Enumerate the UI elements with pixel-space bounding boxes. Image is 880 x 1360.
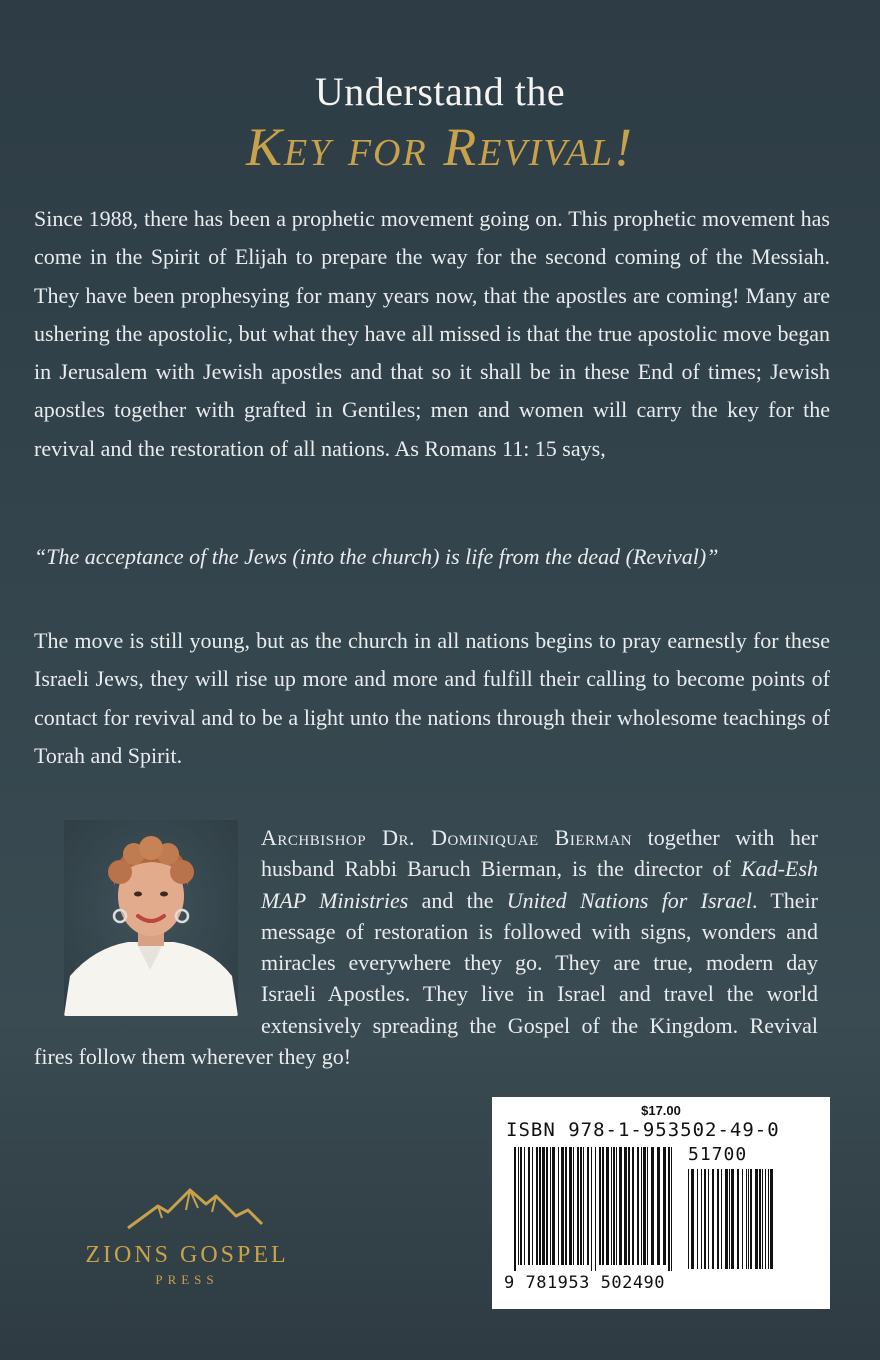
barcode-bar: [624, 1147, 627, 1265]
mountain-icon: [62, 1178, 312, 1238]
barcode-bar: [657, 1147, 660, 1265]
addon-bar: [708, 1169, 709, 1269]
barcode-bar: [651, 1147, 654, 1265]
addon-bar: [750, 1169, 752, 1269]
barcode-bar: [532, 1147, 533, 1265]
barcode-bar: [671, 1147, 672, 1271]
closing-paragraph: The move is still young, but as the church in all nations begins to pray earnestly for these Israeli Jews, they will rise up more and more and fulfill their calling to become points of contact for revival and to be a light unto the nations through their wholesome teachings of Torah and Spirit.: [34, 628, 830, 768]
barcode-bar: [542, 1147, 545, 1265]
barcode-bar: [602, 1147, 604, 1265]
addon-bar: [721, 1169, 722, 1269]
barcode-bar: [552, 1147, 555, 1265]
barcode-bar: [647, 1147, 648, 1265]
author-name: Archbishop Dr. Dominiquae Bierman: [261, 825, 633, 850]
addon-bar: [759, 1169, 761, 1269]
addon-bar: [768, 1169, 769, 1269]
barcode-bar: [524, 1147, 525, 1265]
barcode-bar: [641, 1147, 642, 1265]
addon-bar: [688, 1169, 689, 1269]
barcode-bar: [558, 1147, 559, 1265]
isbn-label: ISBN 978-1-953502-49-0: [506, 1119, 780, 1141]
addon-bar: [704, 1169, 706, 1269]
barcode-bar: [628, 1147, 630, 1265]
barcode-bar: [619, 1147, 622, 1265]
addon-bar: [729, 1169, 730, 1269]
barcode-bar: [518, 1147, 519, 1265]
barcode-bar: [591, 1147, 592, 1271]
barcode-bar: [599, 1147, 601, 1265]
intro-paragraph: Since 1988, there has been a prophetic movement going on. This prophetic movement has come in the Spirit of Elijah to prepare the way for the second coming of the Messiah. They have been prophesying for many years now, that the apostles are coming! Many are ushering the apostolic, but what they have all missed is that the true apostolic move began in Jerusalem with Jewish apostles and that so it shall be in these End of times; Jewish apostles together with grafted in Gentiles; men and women will carry the key for the revival and the restoration of all nations. As Romans 11: 15 says,: [34, 206, 830, 461]
barcode-digits: 9 781953 502490: [504, 1273, 666, 1293]
barcode-bar: [606, 1147, 609, 1265]
addon-bar: [737, 1169, 739, 1269]
addon-bar: [731, 1169, 734, 1269]
barcode-bar: [616, 1147, 617, 1265]
barcode-bar: [569, 1147, 572, 1265]
barcode-bar: [637, 1147, 639, 1265]
addon-bar: [701, 1169, 702, 1269]
barcode-bar: [520, 1147, 522, 1265]
publisher-sub: PRESS: [155, 1272, 219, 1287]
barcode-bar: [668, 1147, 670, 1271]
barcode-bar: [546, 1147, 548, 1265]
headline-line1: Understand the: [314, 69, 566, 114]
addon-bar: [717, 1169, 719, 1269]
barcode-bar: [514, 1147, 516, 1271]
barcode-bar: [643, 1147, 646, 1265]
organization-name: United Nations for Israel: [506, 887, 752, 913]
barcode-bar: [536, 1147, 538, 1265]
barcode-bar: [595, 1147, 596, 1271]
barcode-bar: [632, 1147, 634, 1265]
ministry-name: Kad-Esh MAP Ministries: [261, 856, 818, 913]
barcode-bar: [577, 1147, 579, 1265]
headline-line2: Key for Revival!: [245, 117, 634, 177]
barcode-bar: [583, 1147, 584, 1265]
scripture-quote: “The acceptance of the Jews (into the church) is life from the dead (Revival)”: [34, 544, 719, 569]
barcode-bar: [580, 1147, 582, 1265]
addon-code: 51700: [688, 1144, 748, 1165]
barcode-bar: [528, 1147, 530, 1265]
addon-bar: [691, 1169, 694, 1269]
publisher-logo: [62, 1178, 312, 1288]
addon-bar: [748, 1169, 749, 1269]
publisher-name: ZIONS GOSPEL: [85, 1242, 289, 1268]
barcode-bar: [663, 1147, 666, 1265]
addon-bar: [765, 1169, 766, 1269]
price-label: $17.00: [641, 1103, 681, 1118]
addon-bar: [697, 1169, 698, 1269]
addon-bar: [755, 1169, 758, 1269]
barcode-bar: [587, 1147, 589, 1265]
addon-bar: [742, 1169, 743, 1269]
barcode-bar: [561, 1147, 564, 1265]
addon-bar: [712, 1169, 714, 1269]
addon-bar: [746, 1169, 747, 1269]
barcode-box: [492, 1097, 830, 1309]
barcode-bar: [573, 1147, 574, 1265]
addon-bar: [762, 1169, 763, 1269]
barcode-bar: [611, 1147, 612, 1265]
author-bio: Archbishop Dr. Dominiquae Bierman together with her husband Rabbi Baruch Bierman, is the director of Kad-Esh MAP Ministries and the United Nations for Israel. Their message of restoration is followed with signs, wonders and miracles everywhere they go. They are true, modern day Israeli Apostles. They live in Israel and travel the world extensively spreading the Gospel of the Kingdom. Revival fires follow them wherever they go!: [34, 825, 818, 1070]
barcode-bar: [550, 1147, 551, 1265]
addon-bar: [770, 1169, 773, 1269]
barcode-bar: [613, 1147, 615, 1265]
addon-bar: [725, 1169, 728, 1269]
barcode-bar: [565, 1147, 567, 1265]
barcode-bar: [539, 1147, 541, 1265]
